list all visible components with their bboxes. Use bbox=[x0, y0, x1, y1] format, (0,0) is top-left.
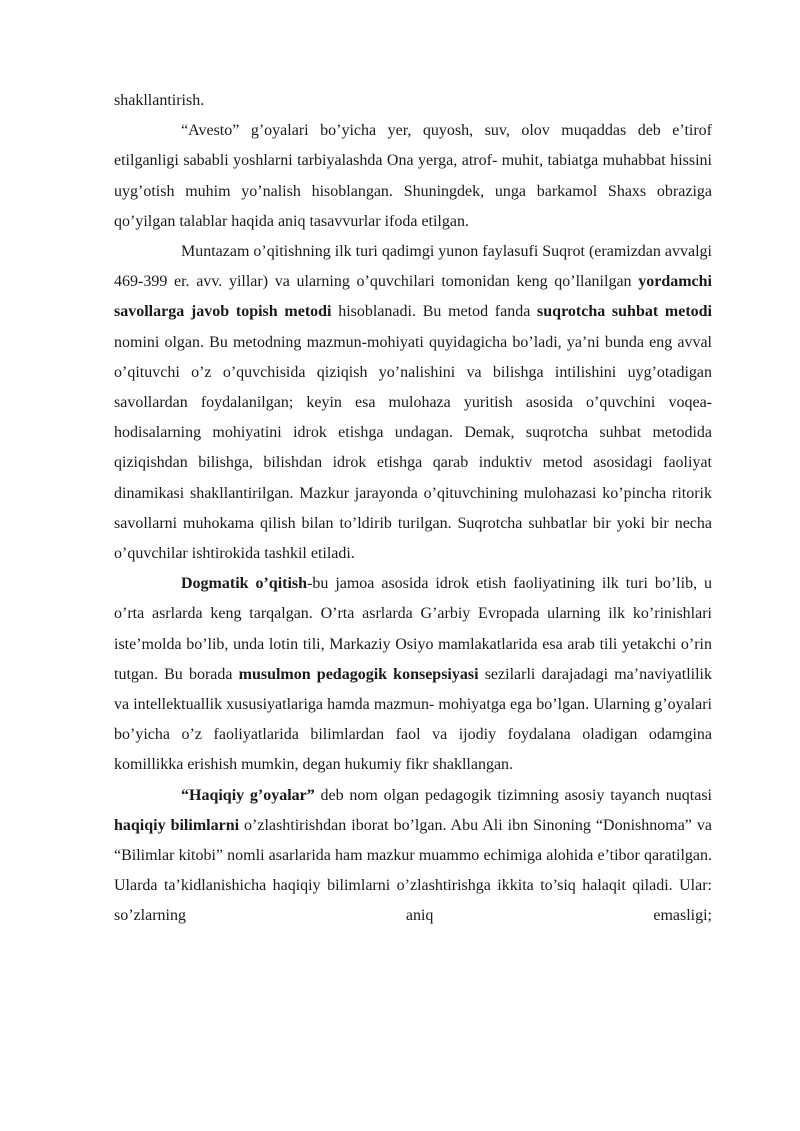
paragraph-text: hisoblanadi. Bu metod fanda bbox=[331, 303, 538, 321]
bold-term: suqrotcha suhbat metodi bbox=[537, 303, 712, 321]
bold-term: musulmon pedagogik konsepsiyasi bbox=[238, 665, 479, 683]
paragraph-p1 bbox=[114, 116, 712, 237]
bold-term: Dogmatik o’qitish bbox=[181, 575, 308, 593]
document-body bbox=[114, 86, 712, 932]
paragraph-text: nomini olgan. Bu metodning mazmun-mohiyati quyidagicha bo’ladi, ya’ni bunda eng avval o’qituvchi o’z o’quvchisida qiziqish yo’nalishini va bilishga intilishini uyg’otadigan savollardan foydalanilgan; keyin esa mulohaza yuritish asosida o’quvchini voqea- hodisalarning mohiyatini idrok etishga undagan. Demak, suqrotcha suhbat metodida qiziqishdan bilishga, bilishdan idrok etishga qarab induktiv metod asosidagi faoliyat dinamikasi shakllantirilgan. Mazkur jarayonda o’qituvchining mulohazasi ko’pincha ritorik savollarni muhokama qilish bilan to’ldirib turilgan. Suqrotcha suhbatlar bir yoki bir necha o’quvchilar ishtirokida tashkil etiladi. bbox=[114, 333, 712, 563]
bold-term: “Haqiqiy g’oyalar” bbox=[181, 786, 315, 804]
paragraph-text: sezilarli darajadagi ma’naviyatlilik va intellektuallik xususiyatlariga hamda mazmun- mohiyatga ega bo’lgan. Ularning g’oyalari bo’yicha o’z faoliyatlarida bilimlardan faol va ijodiy foydalana oladigan odamgina komillikka erishish mumkin, degan hukumiy fikr shakllangan. bbox=[114, 665, 712, 774]
paragraph-text: “Avesto” g’oyalari bo’yicha yer, quyosh, suv, olov muqaddas deb e’tirof etilganligi sababli yoshlarni tarbiyalashda Ona yerga, atrof- muhit, tabiatga muhabbat hissini uyg’otish muhim yo’nalish hisoblangan. Shuningdek, unga barkamol Shaxs obraziga qo’yilgan talablar haqida aniq tasavvurlar ifoda etilgan. bbox=[114, 122, 712, 230]
paragraph-p0 bbox=[114, 86, 712, 116]
paragraph-text: shakllantirish. bbox=[114, 92, 205, 109]
paragraph-text: -bu jamoa asosida idrok etish faoliyatining ilk turi bo’lib, u o’rta asrlarda keng tarqalgan. O’rta asrlarda G’arbiy Evropada ularning ilk ko’rinishlari iste’molda bo’lib, unda lotin tili, Markaziy Osiyo mamlakatlarida esa arab tili yetakchi o’rin tutgan. Bu borada bbox=[114, 575, 713, 683]
paragraph-p4 bbox=[114, 781, 712, 932]
paragraph-p2 bbox=[114, 237, 712, 569]
paragraph-p3 bbox=[114, 569, 712, 780]
bold-term: haqiqiy bilimlarni bbox=[114, 816, 240, 834]
paragraph-text: Muntazam o’qitishning ilk turi qadimgi yunon faylasufi Suqrot (eramizdan avvalgi 469-399 er. avv. yillar) va ularning o’quvchilari tomonidan keng qo’llanilgan bbox=[114, 243, 712, 291]
paragraph-text: deb nom olgan pedagogik tizimning asosiy tayanch nuqtasi bbox=[314, 786, 712, 804]
bold-term: yordamchi savollarga javob topish metodi bbox=[114, 273, 712, 321]
paragraph-text: o’zlashtirishdan iborat bo’lgan. Abu Ali ibn Sinoning “Donishnoma” va “Bilimlar kitobi” nomli asarlarida ham mazkur muammo echimiga alohida e’tibor qaratilgan. Ularda ta’kidlanishicha haqiqiy bilimlarni o’zlashtirishga ikkita to’siq halaqit qiladi. Ular: so’zlarning aniq emasligi; bbox=[114, 816, 712, 925]
